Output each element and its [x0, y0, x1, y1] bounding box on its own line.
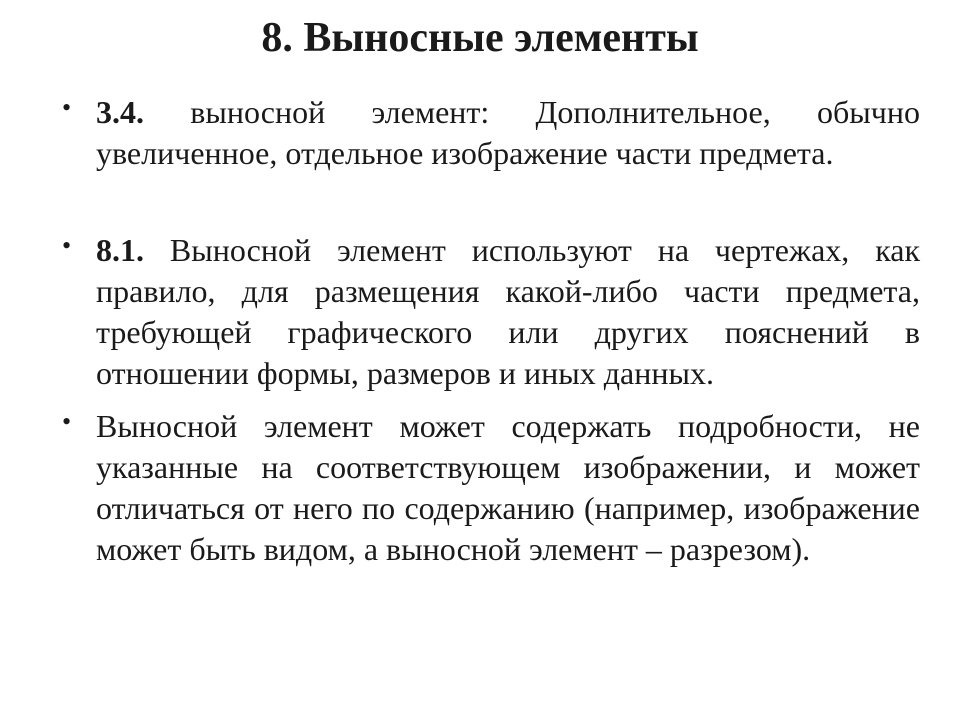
bullet-item-usage — [62, 230, 920, 394]
bullet-item-definition — [62, 92, 920, 174]
item-number: 3.4. — [96, 94, 144, 130]
bullet-list — [62, 92, 920, 570]
bullet-dot-icon: • — [62, 93, 72, 122]
item-text: выносной элемент: Дополнительное, обычно увеличенное, отдельное изображение части предмета. — [96, 94, 920, 171]
bullet-dot-icon: • — [62, 407, 72, 436]
slide-title: 8. Выносные элементы — [261, 15, 699, 61]
item-text: Выносной элемент используют на чертежах, как правило, для размещения какой-либо части предмета, требующей графического или других пояснений в отношении формы, размеров и иных данных. — [96, 232, 920, 391]
item-number: 8.1. — [96, 232, 144, 268]
bullet-dot-icon: • — [62, 231, 72, 260]
bullet-item-content — [62, 406, 920, 570]
item-text: Выносной элемент может содержать подробности, не указанные на соответствующем изображении, и может отличаться от него по содержанию (например, изображение может быть видом, а выносной элемент – разрезом). — [96, 408, 920, 567]
